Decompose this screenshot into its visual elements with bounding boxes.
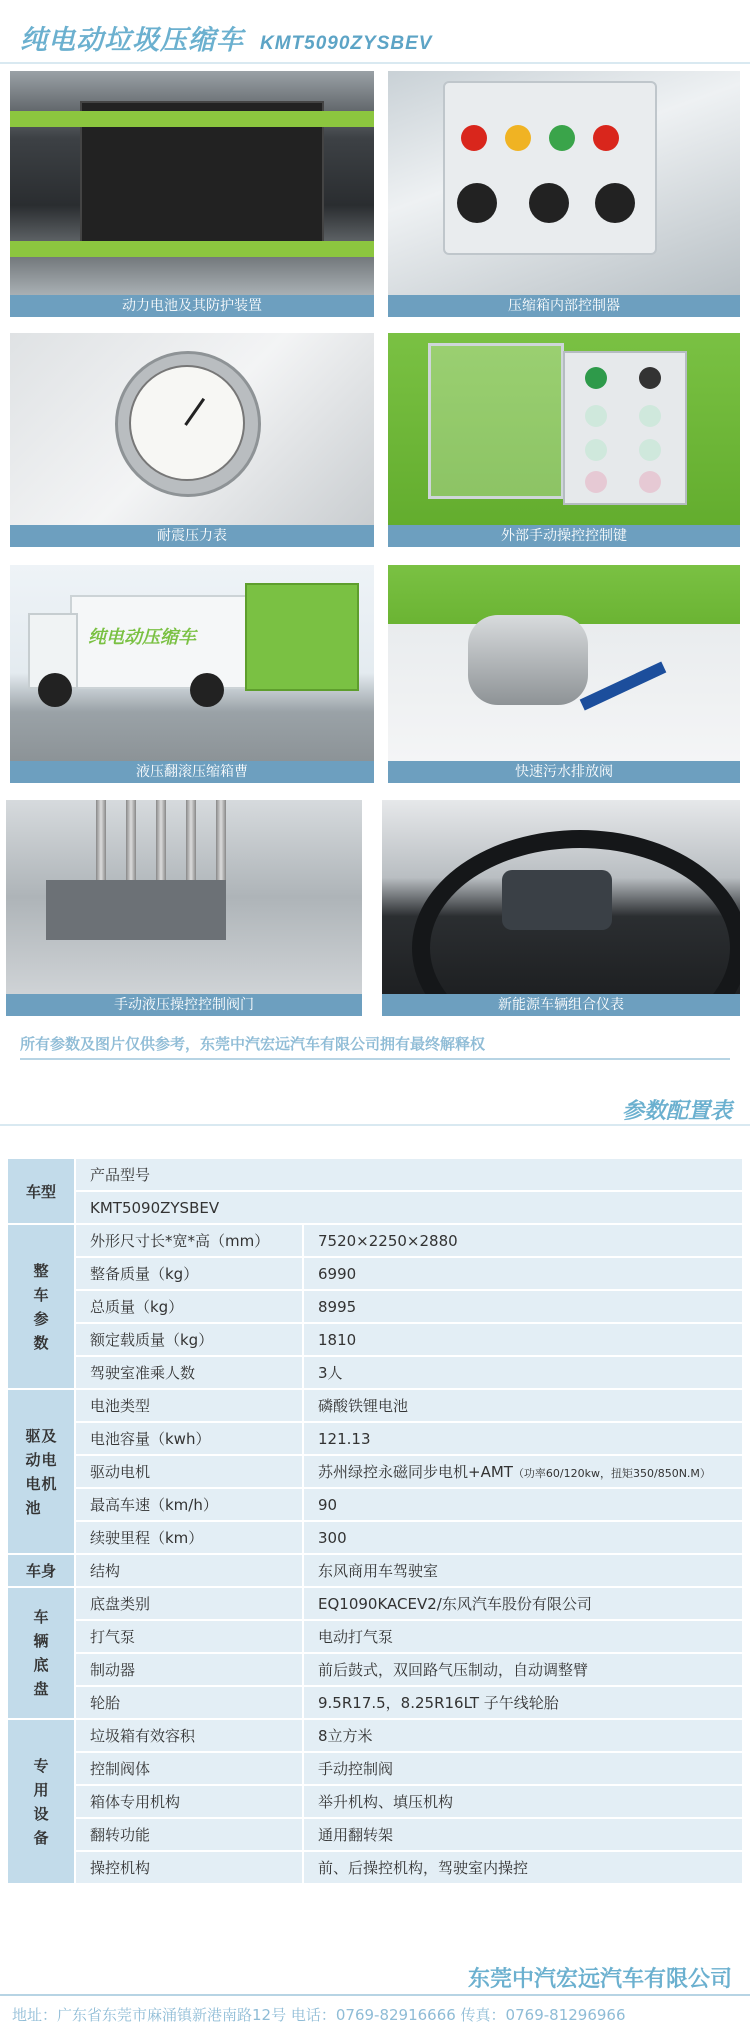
photo-caption: 手动液压操控控制阀门 bbox=[6, 994, 362, 1016]
group-label bbox=[7, 1389, 75, 1554]
table-row bbox=[7, 1389, 743, 1422]
disclaimer-divider bbox=[20, 1058, 730, 1060]
valve-body bbox=[468, 615, 588, 705]
battery-photo-icon bbox=[10, 71, 374, 295]
photo-hydraulic-valve bbox=[6, 800, 362, 1016]
page-title: 纯电动垃圾压缩车 bbox=[20, 25, 244, 56]
table-row bbox=[7, 1290, 743, 1323]
spec-table bbox=[6, 1157, 744, 1885]
group-label-text: 驱动电池 bbox=[25, 1426, 41, 1517]
wheel-icon bbox=[190, 673, 224, 707]
truck-compactor bbox=[245, 583, 359, 691]
photo-truck bbox=[10, 565, 374, 783]
guard-stripe bbox=[10, 111, 374, 127]
control-panel-photo-icon bbox=[388, 71, 740, 295]
group-label-text: 车辆底盘 bbox=[33, 1608, 49, 1698]
page-header bbox=[20, 18, 432, 62]
manual-control-keys-photo-icon bbox=[388, 333, 740, 525]
group-label: 车身 bbox=[7, 1554, 75, 1587]
key-icon bbox=[585, 471, 607, 493]
group-label bbox=[7, 1224, 75, 1389]
spec-value: 1810 bbox=[303, 1323, 743, 1356]
spec-key: 打气泵 bbox=[75, 1620, 303, 1653]
spec-key: 垃圾箱有效容积 bbox=[75, 1719, 303, 1752]
hydraulic-valve-photo-icon bbox=[6, 800, 362, 994]
group-label-text: 整车参数 bbox=[33, 1261, 49, 1352]
table-row bbox=[7, 1257, 743, 1290]
spec-value: 9.5R17.5，8.25R16LT 子午线轮胎 bbox=[303, 1686, 743, 1719]
spec-key: 制动器 bbox=[75, 1653, 303, 1686]
key-icon bbox=[639, 471, 661, 493]
knob-icon bbox=[595, 183, 635, 223]
table-row bbox=[7, 1521, 743, 1554]
green-lamp-icon bbox=[549, 125, 575, 151]
table-row bbox=[7, 1686, 743, 1719]
table-row bbox=[7, 1224, 743, 1257]
spec-value: 8立方米 bbox=[303, 1719, 743, 1752]
truck-body bbox=[70, 595, 254, 689]
pressure-gauge-photo-icon bbox=[10, 333, 374, 525]
key-pad bbox=[563, 351, 687, 505]
red-lamp-icon bbox=[593, 125, 619, 151]
table-row bbox=[7, 1356, 743, 1389]
footer-divider bbox=[0, 1994, 750, 1996]
table-row bbox=[7, 1488, 743, 1521]
spec-key: 底盘类别 bbox=[75, 1587, 303, 1620]
header-divider bbox=[0, 62, 750, 64]
table-row bbox=[7, 1323, 743, 1356]
table-row bbox=[7, 1455, 743, 1488]
spec-value: 121.13 bbox=[303, 1422, 743, 1455]
model-code: KMT5090ZYSBEV bbox=[260, 33, 433, 54]
spec-key: 结构 bbox=[75, 1554, 303, 1587]
instrument-cluster-photo-icon bbox=[382, 800, 740, 994]
spec-key: 总质量（kg） bbox=[75, 1290, 303, 1323]
key-icon bbox=[585, 439, 607, 461]
photo-caption: 动力电池及其防护装置 bbox=[10, 295, 374, 317]
spec-value: 苏州绿控永磁同步电机+AMT bbox=[318, 1463, 513, 1481]
spec-key: 外形尺寸长*宽*高（mm） bbox=[75, 1224, 303, 1257]
spec-key: 电池类型 bbox=[75, 1389, 303, 1422]
spec-value: 8995 bbox=[303, 1290, 743, 1323]
spec-key: 额定载质量（kg） bbox=[75, 1323, 303, 1356]
table-row bbox=[7, 1719, 743, 1752]
spec-key: 电池容量（kwh） bbox=[75, 1422, 303, 1455]
drain-valve-photo-icon bbox=[388, 565, 740, 761]
valve-block bbox=[46, 880, 226, 940]
table-row bbox=[7, 1818, 743, 1851]
group-label bbox=[7, 1719, 75, 1884]
cluster-display bbox=[502, 870, 612, 930]
table-row bbox=[7, 1851, 743, 1884]
photo-caption: 外部手动操控控制键 bbox=[388, 525, 740, 547]
spec-value: 手动控制阀 bbox=[303, 1752, 743, 1785]
wheel-icon bbox=[38, 673, 72, 707]
photo-manual-keys bbox=[388, 333, 740, 547]
spec-key: 箱体专用机构 bbox=[75, 1785, 303, 1818]
spec-key: 续驶里程（km） bbox=[75, 1521, 303, 1554]
spec-value: 300 bbox=[303, 1521, 743, 1554]
spec-key: 最高车速（km/h） bbox=[75, 1488, 303, 1521]
spec-value: 磷酸铁锂电池 bbox=[303, 1389, 743, 1422]
spec-value: 90 bbox=[303, 1488, 743, 1521]
spec-key: 控制阀体 bbox=[75, 1752, 303, 1785]
valve-handle-icon bbox=[580, 662, 667, 711]
table-row bbox=[7, 1554, 743, 1587]
spec-key: 操控机构 bbox=[75, 1851, 303, 1884]
table-row bbox=[7, 1422, 743, 1455]
spec-key: 驾驶室准乘人数 bbox=[75, 1356, 303, 1389]
truck-photo-icon bbox=[10, 565, 374, 761]
spec-key: 整备质量（kg） bbox=[75, 1257, 303, 1290]
photo-inner-controller bbox=[388, 71, 740, 317]
photo-instrument-cluster bbox=[382, 800, 740, 1016]
key-icon bbox=[639, 405, 661, 427]
table-row bbox=[7, 1191, 743, 1224]
table-row bbox=[7, 1587, 743, 1620]
spec-value: 3人 bbox=[303, 1356, 743, 1389]
photo-caption: 液压翻滚压缩箱曹 bbox=[10, 761, 374, 783]
group-label: 车型 bbox=[7, 1158, 75, 1224]
spec-value: 前、后操控机构，驾驶室内操控 bbox=[303, 1851, 743, 1884]
knob-icon bbox=[529, 183, 569, 223]
table-row bbox=[7, 1752, 743, 1785]
spec-value: 电动打气泵 bbox=[303, 1620, 743, 1653]
spec-key: 轮胎 bbox=[75, 1686, 303, 1719]
guard-stripe bbox=[10, 241, 374, 257]
spec-value: KMT5090ZYSBEV bbox=[75, 1191, 743, 1224]
disclaimer: 所有参数及图片仅供参考，东莞中汽宏远汽车有限公司拥有最终解释权 bbox=[20, 1035, 486, 1053]
table-row bbox=[7, 1158, 743, 1191]
spec-key: 驱动电机 bbox=[75, 1455, 303, 1488]
table-row bbox=[7, 1653, 743, 1686]
truck-body-text: 纯电动压缩车 bbox=[88, 627, 196, 648]
spec-value: 举升机构、填压机构 bbox=[303, 1785, 743, 1818]
photo-caption: 快速污水排放阀 bbox=[388, 761, 740, 783]
open-cover bbox=[428, 343, 564, 499]
spec-key: 产品型号 bbox=[75, 1158, 743, 1191]
table-row bbox=[7, 1785, 743, 1818]
spec-value-note: （功率60/120kw，扭矩350/850N.M） bbox=[512, 1467, 711, 1480]
photo-battery bbox=[10, 71, 374, 317]
spec-value: 通用翻转架 bbox=[303, 1818, 743, 1851]
key-icon bbox=[585, 367, 607, 389]
table-row bbox=[7, 1620, 743, 1653]
photo-caption: 耐震压力表 bbox=[10, 525, 374, 547]
spec-title: 参数配置表 bbox=[621, 1099, 732, 1124]
photo-caption: 新能源车辆组合仪表 bbox=[382, 994, 740, 1016]
group-label-text: 专用设备 bbox=[33, 1756, 49, 1847]
company-name: 东莞中汽宏远汽车有限公司 bbox=[467, 1967, 732, 1992]
key-icon bbox=[639, 439, 661, 461]
spec-value: 6990 bbox=[303, 1257, 743, 1290]
photo-pressure-gauge bbox=[10, 333, 374, 547]
photo-caption: 压缩箱内部控制器 bbox=[388, 295, 740, 317]
contact-info: 地址：广东省东莞市麻涌镇新港南路12号 电话：0769-82916666 传真：0769-81296966 bbox=[12, 2006, 626, 2024]
red-lamp-icon bbox=[461, 125, 487, 151]
spec-value: 前后鼓式，双回路气压制动，自动调整臂 bbox=[303, 1653, 743, 1686]
spec-title-divider bbox=[0, 1124, 750, 1126]
key-icon bbox=[639, 367, 661, 389]
spec-value: 7520×2250×2880 bbox=[303, 1224, 743, 1257]
knob-icon bbox=[457, 183, 497, 223]
spec-value: EQ1090KACEV2/东风汽车股份有限公司 bbox=[303, 1587, 743, 1620]
photo-drain-valve bbox=[388, 565, 740, 783]
yellow-lamp-icon bbox=[505, 125, 531, 151]
group-label bbox=[7, 1587, 75, 1719]
group-label-text: 及电机 bbox=[41, 1426, 57, 1493]
spec-value-cell bbox=[303, 1455, 743, 1488]
spec-key: 翻转功能 bbox=[75, 1818, 303, 1851]
spec-value: 东风商用车驾驶室 bbox=[303, 1554, 743, 1587]
controller-box bbox=[443, 81, 657, 255]
key-icon bbox=[585, 405, 607, 427]
